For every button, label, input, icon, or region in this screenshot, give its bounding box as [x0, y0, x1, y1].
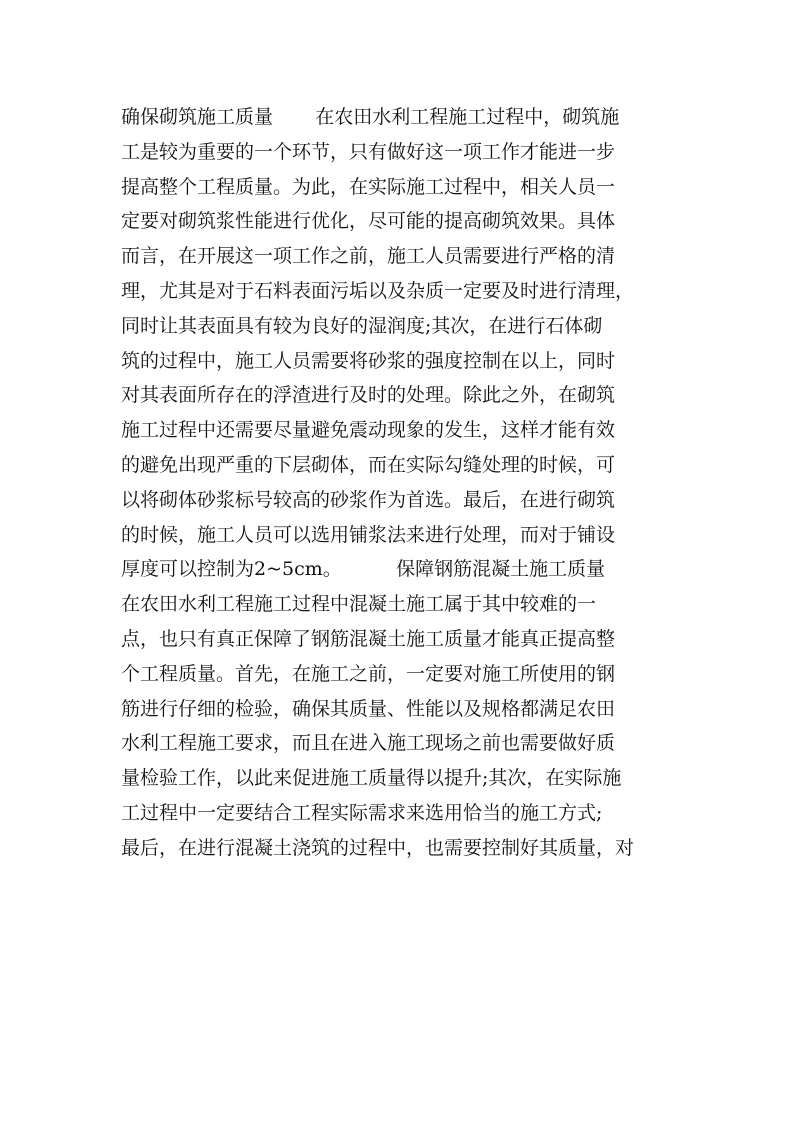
- text-line: 筑的过程中，施工人员需要将砂浆的强度控制在以上，同时: [121, 349, 616, 372]
- text-line: 定要对砌筑浆性能进行优化，尽可能的提高砌筑效果。具体: [121, 210, 616, 233]
- text-line: 提高整个工程质量。为此，在实际施工过程中，相关人员一: [121, 175, 616, 198]
- body-text: [121, 100, 681, 866]
- text-line: 在农田水利工程施工过程中混凝土施工属于其中较难的一: [121, 593, 597, 616]
- text-line: 量检验工作，以此来促进施工质量得以提升;其次，在实际施: [121, 767, 622, 790]
- text-line: 而言，在开展这一项工作之前，施工人员需要进行严格的清: [121, 245, 616, 268]
- text-line: 筋进行仔细的检验，确保其质量、性能以及规格都满足农田: [121, 697, 616, 720]
- text-line: 水利工程施工要求，而且在进入施工现场之前也需要做好质: [121, 732, 616, 755]
- text-line: 以将砌体砂浆标号较高的砂浆作为首选。最后，在进行砌筑: [121, 488, 616, 511]
- text-line: 厚度可以控制为2~5cm。 保障钢筋混凝土施工质量: [121, 558, 606, 581]
- text-line: 点，也只有真正保障了钢筋混凝土施工质量才能真正提高整: [121, 627, 616, 650]
- text-line: 工是较为重要的一个环节，只有做好这一项工作才能进一步: [121, 140, 616, 163]
- text-line: 同时让其表面具有较为良好的湿润度;其次，在进行石体砌: [121, 314, 603, 337]
- text-line: 最后，在进行混凝土浇筑的过程中，也需要控制好其质量，对: [121, 836, 635, 859]
- text-line: 确保砌筑施工质量 在农田水利工程施工过程中，砌筑施: [121, 106, 620, 128]
- text-line: 的避免出现严重的下层砌体，而在实际勾缝处理的时候，可: [121, 453, 616, 476]
- text-line: 个工程质量。首先，在施工之前，一定要对施工所使用的钢: [121, 662, 616, 685]
- text-line: 工过程中一定要结合工程实际需求来选用恰当的施工方式;: [121, 801, 603, 824]
- text-line: 的时候，施工人员可以选用铺浆法来进行处理，而对于铺设: [121, 523, 616, 546]
- text-line: 对其表面所存在的浮渣进行及时的处理。除此之外，在砌筑: [121, 384, 616, 407]
- text-line: 施工过程中还需要尽量避免震动现象的发生，这样才能有效: [121, 419, 616, 442]
- text-line: 理，尤其是对于石料表面污垢以及杂质一定要及时进行清理，: [121, 279, 635, 302]
